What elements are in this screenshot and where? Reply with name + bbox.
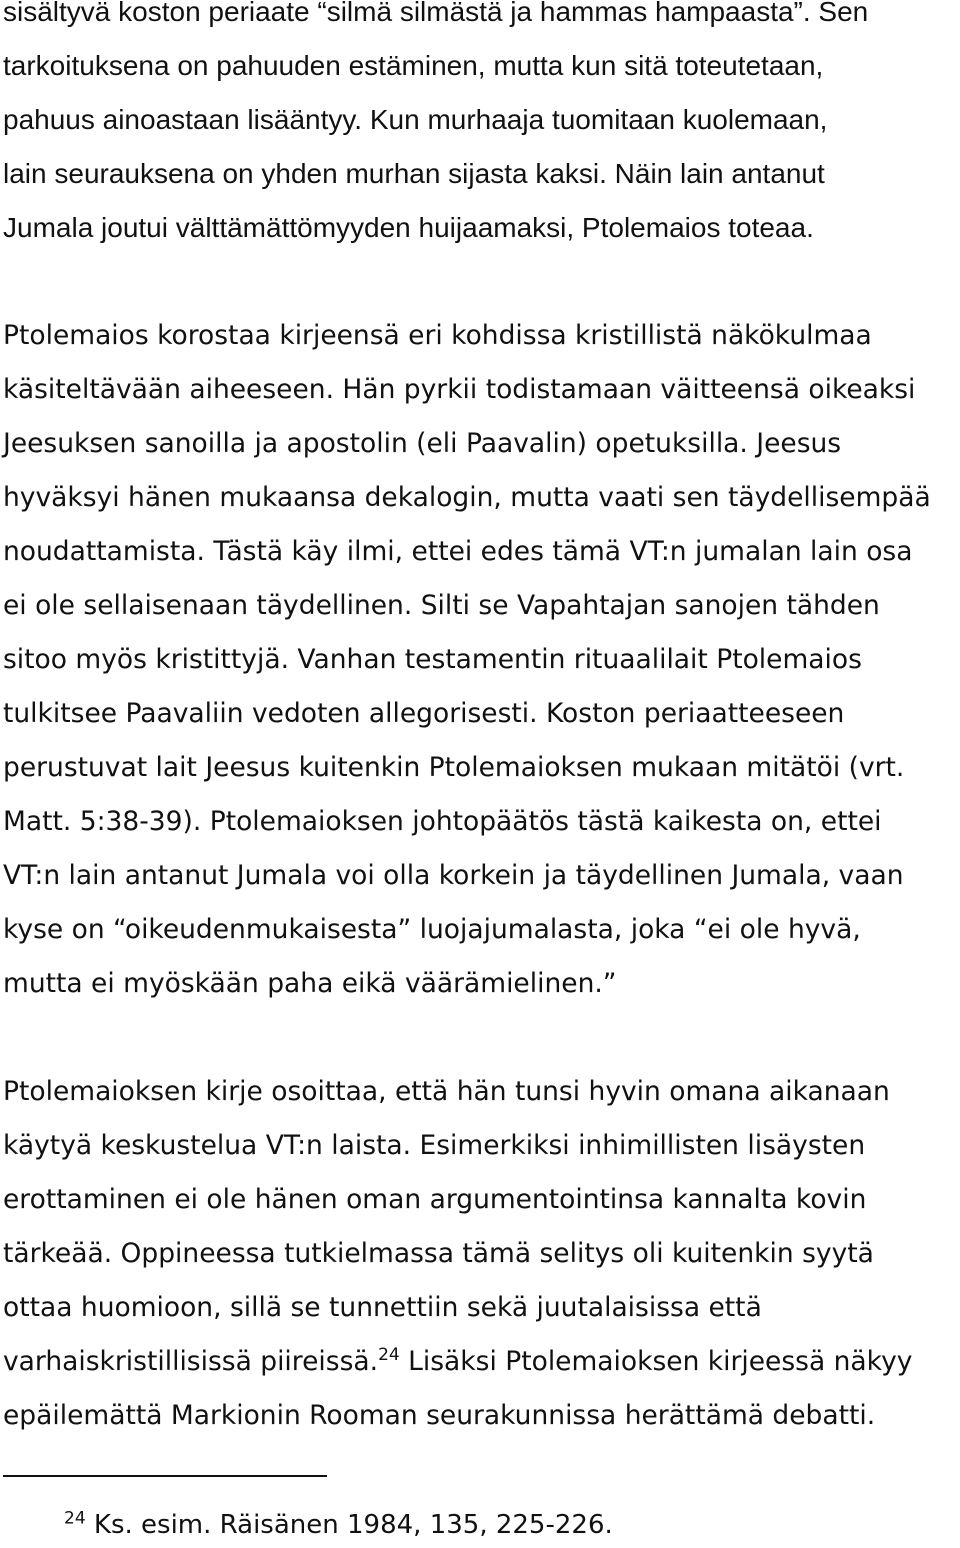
text-line: tärkeää. Oppineessa tutkielmassa tämä selitys oli kuitenkin syytä <box>3 1238 874 1269</box>
text-line: Jumala joutui välttämättömyyden huijaamaksi, Ptolemaios toteaa. <box>3 212 814 243</box>
text-line: pahuus ainoastaan lisääntyy. Kun murhaaja tuomitaan kuolemaan, <box>3 104 828 135</box>
text-line: käsiteltävään aiheeseen. Hän pyrkii todistamaan väitteensä oikeaksi <box>3 374 916 405</box>
text-line: perustuvat lait Jeesus kuitenkin Ptolemaioksen mukaan mitätöi (vrt. <box>3 752 905 783</box>
footnote-separator <box>3 1475 327 1477</box>
text-line: Matt. 5:38-39). Ptolemaioksen johtopäätös tästä kaikesta on, ettei <box>3 806 882 837</box>
text-line: mutta ei myöskään paha eikä väärämielinen.” <box>3 968 617 999</box>
text-line: hyväksyi hänen mukaansa dekalogin, mutta vaati sen täydellisempää <box>3 482 931 513</box>
text-line: Jeesuksen sanoilla ja apostolin (eli Paavalin) opetuksilla. Jeesus <box>3 428 842 459</box>
text-line-with-footnote <box>3 1335 958 1389</box>
footnote-reference[interactable]: 24 <box>378 1345 400 1366</box>
footnote-text: Ks. esim. Räisänen 1984, 135, 225-226. <box>85 1510 613 1540</box>
text-line: lain seurauksena on yhden murhan sijasta kaksi. Näin lain antanut <box>3 158 825 189</box>
text-line: Ptolemaioksen kirje osoittaa, että hän tunsi hyvin omana aikanaan <box>3 1076 890 1107</box>
text-line: sitoo myös kristittyjä. Vanhan testamentin rituaalilait Ptolemaios <box>3 644 862 675</box>
text-line: sisältyvä koston periaate “silmä silmästä ja hammas hampaasta”. Sen <box>3 0 869 27</box>
text-line: epäilemättä Markionin Rooman seurakunnissa herättämä debatti. <box>3 1400 876 1431</box>
text-line: VT:n lain antanut Jumala voi olla korkein ja täydellinen Jumala, vaan <box>3 860 904 891</box>
text-fragment: varhaiskristillisissä piireissä. <box>3 1346 379 1377</box>
text-line: ei ole sellaisenaan täydellinen. Silti se Vapahtajan sanojen tähden <box>3 590 880 621</box>
text-line: Ptolemaios korostaa kirjeensä eri kohdissa kristillistä näkökulmaa <box>3 320 872 351</box>
text-line: erottaminen ei ole hänen oman argumentointinsa kannalta kovin <box>3 1184 867 1215</box>
text-line: tulkitsee Paavaliin vedoten allegorisesti. Koston periaatteeseen <box>3 698 845 729</box>
footnote <box>64 1502 613 1548</box>
text-line: tarkoituksena on pahuuden estäminen, mutta kun sitä toteutetaan, <box>3 50 824 81</box>
footnote-number: 24 <box>64 1508 86 1529</box>
text-fragment: Lisäksi Ptolemaioksen kirjeessä näkyy <box>399 1346 913 1377</box>
text-line: kyse on “oikeudenmukaisesta” luojajumalasta, joka “ei ole hyvä, <box>3 914 861 945</box>
paragraph-3 <box>3 1065 958 1443</box>
paragraph-2 <box>3 309 958 1011</box>
text-line: ottaa huomioon, sillä se tunnettiin sekä juutalaisissa että <box>3 1292 762 1323</box>
paragraph-1 <box>3 0 958 255</box>
text-line: noudattamista. Tästä käy ilmi, ettei edes tämä VT:n jumalan lain osa <box>3 536 913 567</box>
text-line: käytyä keskustelua VT:n laista. Esimerkiksi inhimillisten lisäysten <box>3 1130 866 1161</box>
